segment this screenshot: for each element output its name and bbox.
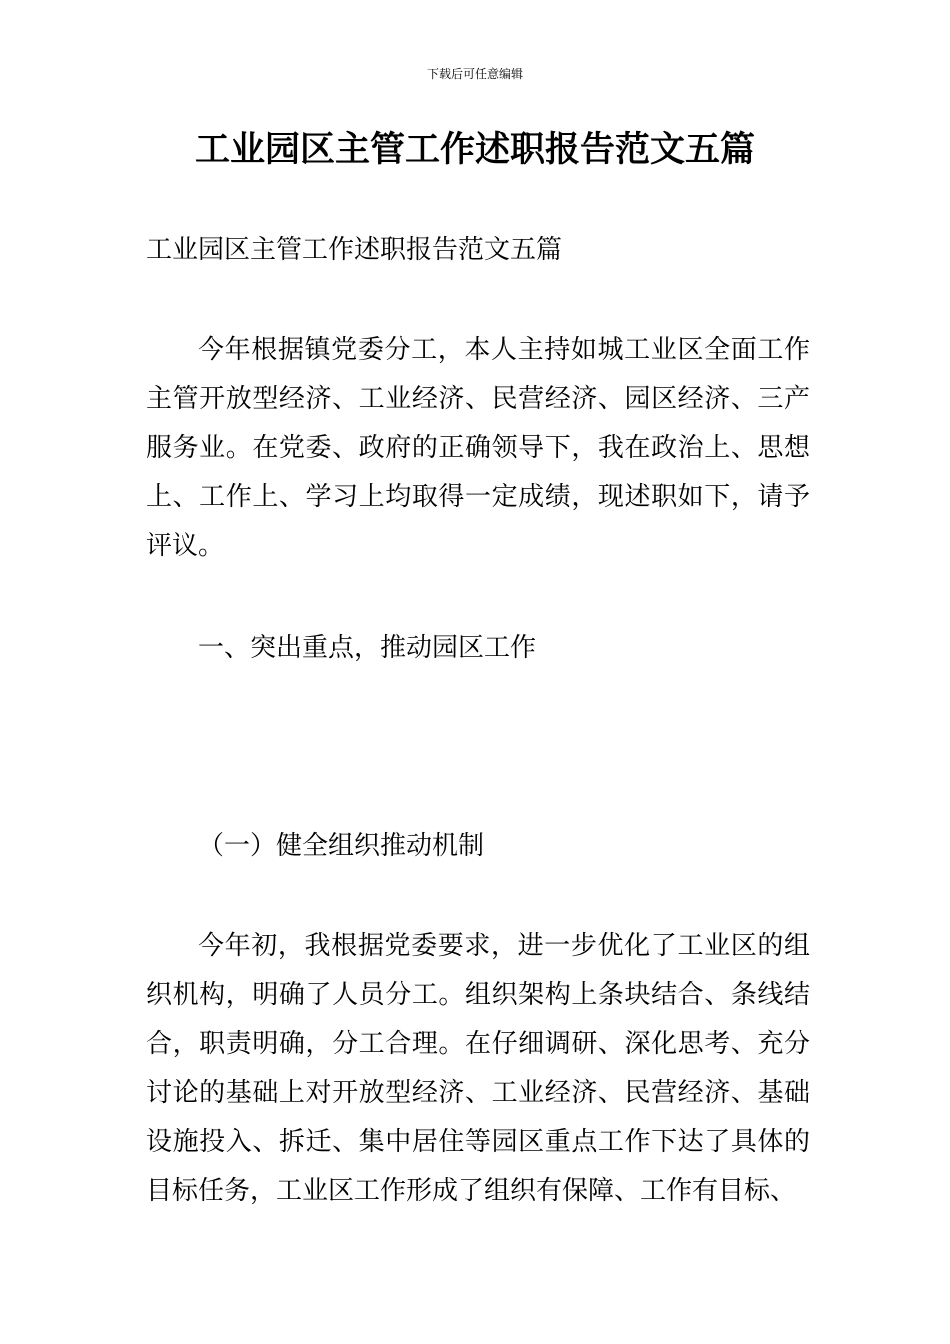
document-subtitle: 工业园区主管工作述职报告范文五篇 — [146, 235, 563, 265]
header-note: 下载后可任意编辑 — [426, 67, 523, 81]
section-heading-1-1: （一）健全组织推动机制 — [198, 831, 485, 861]
paragraph-organization: 今年初，我根据党委要求，进一步优化了工业区的组织机构，明确了人员分工。组织架构上条块结合、条线结合，职责明确，分工合理。在仔细调研、深化思考、充分讨论的基础上对开放型经济、工业经济、民营经济、基础设施投入、拆迁、集中居住等园区重点工作下达了具体的目标任务，工业区工作形成了组织有保障、工作有目标、 — [146, 931, 810, 1206]
section-heading-1: 一、突出重点，推动园区工作 — [198, 633, 537, 663]
paragraph-intro: 今年根据镇党委分工，本人主持如城工业区全面工作主管开放型经济、工业经济、民营经济、园区经济、三产服务业。在党委、政府的正确领导下，我在政治上、思想上、工作上、学习上均取得一定成绩，现述职如下，请予评议。 — [146, 335, 810, 561]
document-title: 工业园区主管工作述职报告范文五篇 — [194, 129, 755, 170]
